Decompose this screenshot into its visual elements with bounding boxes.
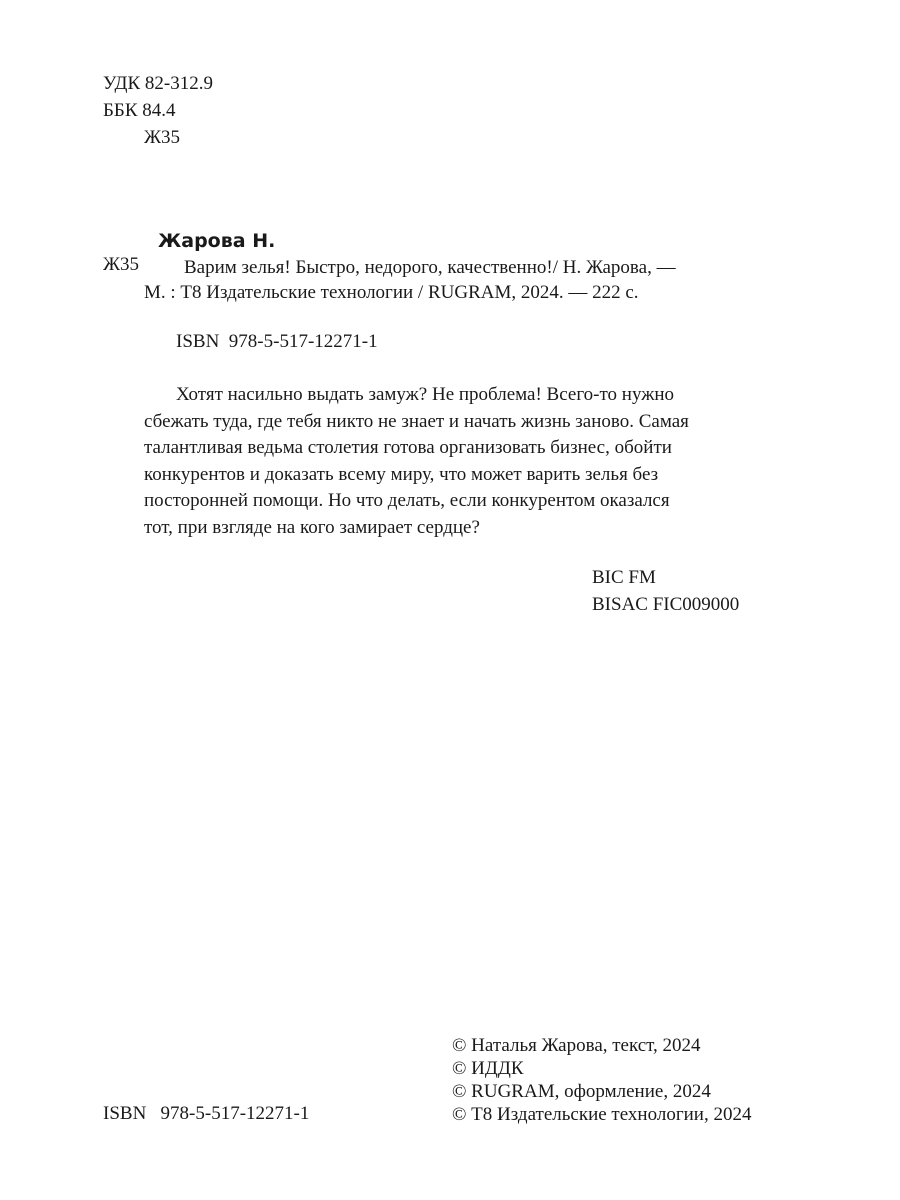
annotation-line: тот, при взгляде на кого замирает сердце? — [144, 516, 480, 538]
title-line-2: М. : Т8 Издательские технологии / RUGRAM, 2024. — 222 с. — [144, 282, 639, 303]
annotation — [144, 382, 784, 541]
title-line-1: Варим зелья! Быстро, недорого, качественно!/ Н. Жарова, — — [184, 257, 676, 278]
isbn-top: ISBN 978-5-517-12271-1 — [176, 331, 378, 352]
copyright-line: © ИДДК — [452, 1058, 524, 1079]
bisac-code: BISAC FIC009000 — [592, 594, 740, 615]
annotation-line: сбежать туда, где тебя никто не знает и начать жизнь заново. Самая — [144, 410, 689, 432]
copyright-line: © RUGRAM, оформление, 2024 — [452, 1081, 711, 1102]
annotation-line: посторонней помощи. Но что делать, если конкурентом оказался — [144, 490, 670, 511]
bic-code: BIC FM — [592, 567, 656, 588]
bbk-code: ББК 84.4 — [103, 100, 176, 121]
copyright-line: © Наталья Жарова, текст, 2024 — [452, 1035, 701, 1056]
copyright-block — [452, 1034, 751, 1126]
isbn-bottom: ISBN 978-5-517-12271-1 — [103, 1103, 310, 1124]
annotation-line: Хотят насильно выдать замуж? Не проблема! Всего-то нужно — [176, 384, 674, 405]
annotation-line: конкурентов и доказать всему миру, что может варить зелья без — [144, 463, 659, 485]
author-sign: Ж35 — [103, 254, 140, 275]
udk-code: УДК 82-312.9 — [103, 73, 213, 94]
annotation-line: талантливая ведьма столетия готова организовать бизнес, обойти — [144, 437, 672, 458]
author-sign-top: Ж35 — [144, 127, 181, 148]
copyright-line: © Т8 Издательские технологии, 2024 — [452, 1104, 752, 1125]
author-name: Жарова Н. — [158, 230, 276, 252]
